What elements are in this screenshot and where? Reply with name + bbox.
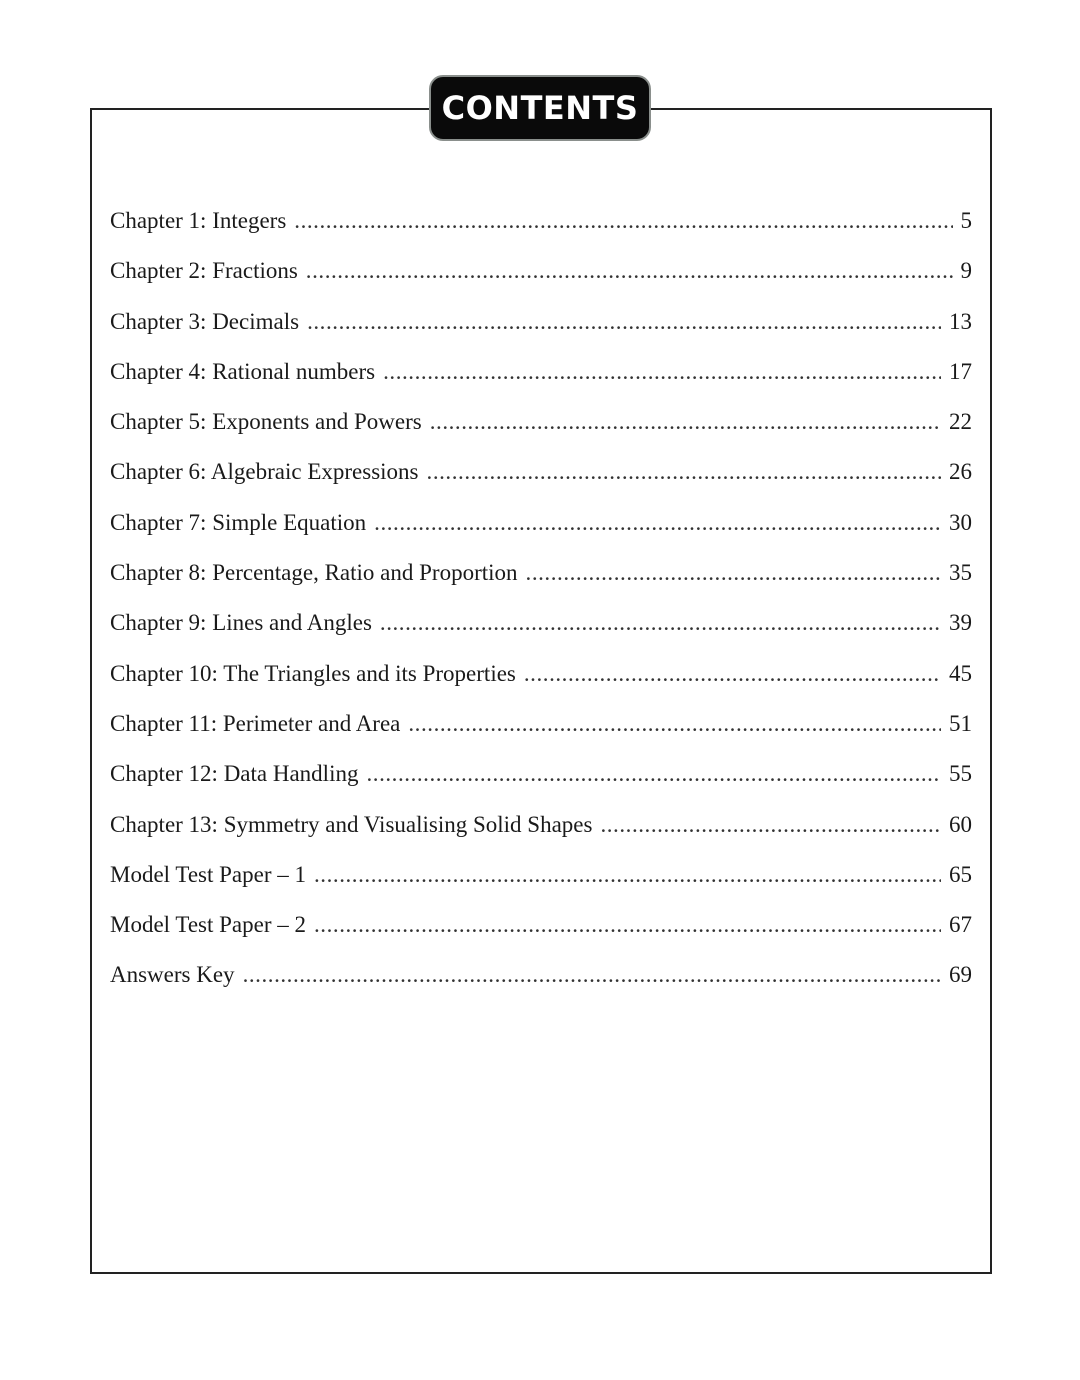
toc-entry-title: Chapter 11: Perimeter and Area <box>110 710 401 736</box>
toc-entry-page: 26 <box>949 459 972 485</box>
toc-entry-page: 35 <box>949 560 972 586</box>
toc-entry-title: Chapter 9: Lines and Angles <box>110 610 372 636</box>
toc-entry-page: 13 <box>949 308 972 334</box>
toc-entry-page: 5 <box>960 208 972 233</box>
toc-entry-title: Model Test Paper – 2 <box>110 912 306 938</box>
toc-entry-title: Chapter 12: Data Handling <box>110 761 359 787</box>
dot-leader <box>600 812 941 838</box>
dot-leader <box>374 510 941 536</box>
table-of-contents <box>110 208 972 1013</box>
toc-entry-title: Chapter 5: Exponents and Powers <box>110 409 422 435</box>
dot-leader <box>294 208 952 234</box>
toc-entry-page: 65 <box>949 861 972 887</box>
toc-entry-title: Chapter 8: Percentage, Ratio and Proportion <box>110 560 518 586</box>
toc-entry-page: 30 <box>949 509 972 535</box>
dot-leader <box>524 661 941 687</box>
toc-entry[interactable] <box>110 812 972 862</box>
dot-leader <box>314 862 941 888</box>
dot-leader <box>307 309 941 335</box>
toc-entry-page: 17 <box>949 358 972 384</box>
toc-entry[interactable] <box>110 510 972 560</box>
toc-entry-title: Chapter 7: Simple Equation <box>110 509 367 535</box>
toc-entry[interactable] <box>110 258 972 308</box>
toc-entry-title: Answers Key <box>110 962 235 988</box>
toc-entry[interactable] <box>110 560 972 610</box>
toc-entry-title: Chapter 10: The Triangles and its Properties <box>110 660 516 686</box>
dot-leader <box>366 761 941 787</box>
toc-entry-page: 39 <box>949 610 972 636</box>
toc-entry-title: Chapter 6: Algebraic Expressions <box>110 459 419 485</box>
toc-entry-title: Model Test Paper – 1 <box>110 861 306 887</box>
toc-entry-title: Chapter 1: Integers <box>110 208 287 233</box>
toc-entry[interactable] <box>110 359 972 409</box>
toc-entry[interactable] <box>110 862 972 912</box>
toc-entry-title: Chapter 13: Symmetry and Visualising Solid Shapes <box>110 811 593 837</box>
toc-entry-page: 45 <box>949 660 972 686</box>
toc-entry[interactable] <box>110 912 972 962</box>
toc-entry-page: 69 <box>949 962 972 988</box>
dot-leader <box>380 610 941 636</box>
toc-entry[interactable] <box>110 409 972 459</box>
toc-entry-title: Chapter 4: Rational numbers <box>110 358 376 384</box>
toc-entry[interactable] <box>110 610 972 660</box>
dot-leader <box>243 962 941 988</box>
toc-entry[interactable] <box>110 711 972 761</box>
dot-leader <box>383 359 941 385</box>
toc-entry[interactable] <box>110 309 972 359</box>
dot-leader <box>430 409 941 435</box>
toc-entry-page: 55 <box>949 761 972 787</box>
dot-leader <box>314 912 941 938</box>
toc-entry-page: 22 <box>949 409 972 435</box>
toc-entry-title: Chapter 2: Fractions <box>110 258 298 284</box>
toc-entry[interactable] <box>110 459 972 509</box>
toc-entry-page: 51 <box>949 710 972 736</box>
contents-heading: CONTENTS <box>429 75 651 141</box>
toc-entry-page: 9 <box>960 258 972 284</box>
toc-entry-page: 60 <box>949 811 972 837</box>
dot-leader <box>427 459 941 485</box>
dot-leader <box>526 560 941 586</box>
toc-entry[interactable] <box>110 761 972 811</box>
toc-entry-page: 67 <box>949 912 972 938</box>
toc-entry[interactable] <box>110 208 972 258</box>
toc-entry-title: Chapter 3: Decimals <box>110 308 300 334</box>
toc-entry[interactable] <box>110 962 972 1012</box>
dot-leader <box>306 258 953 284</box>
toc-entry[interactable] <box>110 661 972 711</box>
dot-leader <box>408 711 941 737</box>
